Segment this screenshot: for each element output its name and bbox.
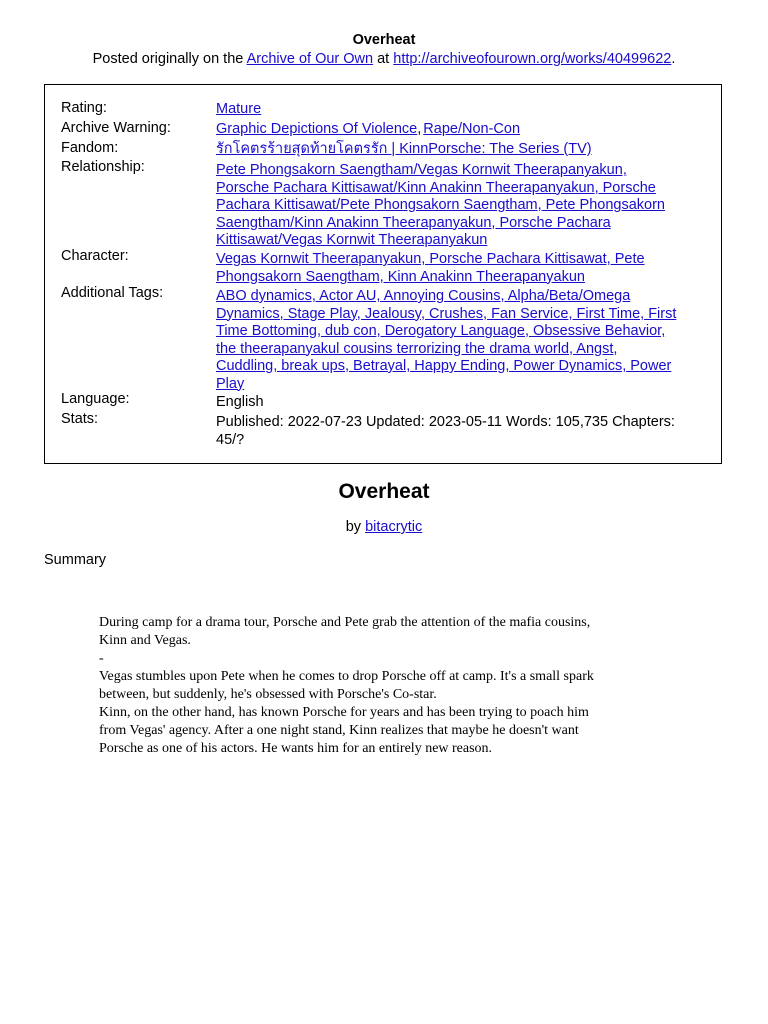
- document-header: [0, 31, 768, 69]
- character-label: Character:: [61, 248, 129, 264]
- summary-line: Kinn, on the other hand, has known Porsche for years and has been trying to poach him: [99, 705, 589, 720]
- stats-label: Stats:: [61, 411, 99, 427]
- stats-value: Published: 2022-07-23 Updated: 2023-05-11 Words: 105,735 Chapters:: [216, 414, 675, 430]
- relationship-link[interactable]: Saengtham/Kinn Anakinn Theerapanyakun, Porsche Pachara: [216, 214, 611, 231]
- metadata-box: Rating: Mature Archive Warning: Graphic Depictions Of Violence, Rape/Non-Con Fandom: รักโคตรร้ายสุดท้ายโคตรรัก | KinnPorsche: The Series (TV) Relationship: Pete Phongsakorn Saengtham/Vegas Kornwit Theerapanyakun, Porsche Pachara Kittisawat/Kinn Anakinn Theerapanyakun, Porsche Pachara Kittisawat/Pete Phongsakorn Saengtham, Pete Phongsakorn Saengtham/Kinn Anakinn Theerapanyakun, Porsche Pachara Kittisawat/Vegas Kornwit Theerapanyakun Character: Vegas Kornwit Theerapanyakun, Porsche Pachara Kittisawat, Pete Phongsakorn Saengtham, Kinn Anakinn Theerapanyakun Additional Tags: ABO dynamics, Actor AU, Annoying Cousins, Alpha/Beta/Omega Dynamics, Stage Play, Jealousy, Crushes, Fan Service, First Time, First Time Bottoming, dub con, Derogatory Language, Obsessive Behavior, the theerapanyakul cousins terrorizing the drama world, Angst, Cuddling, break ups, Betrayal, Happy Ending, Power Dynamics, Power Play Language: English Stats: Published: 2022-07-23 Updated: 2023-05-11 Words: 105,735 Chapters: 45/?: [44, 84, 722, 464]
- summary-line: During camp for a drama tour, Porsche and Pete grab the attention of the mafia cousins,: [99, 615, 591, 630]
- tag-link[interactable]: the theerapanyakul cousins terrorizing the drama world, Angst,: [216, 340, 618, 357]
- tag-link[interactable]: Dynamics, Stage Play, Jealousy, Crushes, Fan Service, First Time, First: [216, 305, 677, 322]
- tag-link[interactable]: Cuddling, break ups, Betrayal, Happy Ending, Power Dynamics, Power: [216, 358, 672, 374]
- stats-value: 45/?: [216, 431, 245, 448]
- fandom-label: Fandom:: [61, 140, 119, 156]
- summary-text: [99, 614, 669, 758]
- warning-link[interactable]: Rape/Non-Con: [423, 121, 521, 137]
- summary-line: -: [99, 651, 104, 666]
- summary-line: between, but suddenly, he's obsessed with Porsche's Co-star.: [99, 687, 437, 702]
- document-title: Overheat: [352, 32, 416, 48]
- language-value: English: [216, 394, 264, 410]
- author-link[interactable]: bitacrytic: [365, 519, 423, 535]
- relationship-label: Relationship:: [61, 159, 145, 175]
- summary-line: Vegas stumbles upon Pete when he comes to drop Porsche off at camp. It's a small spark: [99, 669, 594, 684]
- relationship-link[interactable]: Pachara Kittisawat/Pete Phongsakorn Saengtham, Pete Phongsakorn: [216, 197, 665, 213]
- summary-line: Porsche as one of his actors. He wants him for an entirely new reason.: [99, 741, 493, 756]
- work-url-link[interactable]: http://archiveofourown.org/works/40499622: [393, 51, 672, 67]
- posted-line: Posted originally on the Archive of Our Own at http://archiveofourown.org/works/40499622.: [92, 51, 676, 67]
- rating-label: Rating:: [61, 100, 107, 116]
- byline: by bitacrytic: [345, 519, 423, 535]
- fandom-link[interactable]: รักโคตรร้ายสุดท้ายโคตรรัก | KinnPorsche: The Series (TV): [216, 141, 592, 157]
- relationship-link[interactable]: Pete Phongsakorn Saengtham/Vegas Kornwit Theerapanyakun,: [216, 162, 627, 178]
- rating-link[interactable]: Mature: [216, 101, 262, 117]
- character-link[interactable]: Vegas Kornwit Theerapanyakun, Porsche Pachara Kittisawat, Pete: [216, 251, 645, 267]
- warning-link[interactable]: Graphic Depictions Of Violence: [216, 121, 418, 137]
- language-label: Language:: [61, 391, 130, 407]
- summary-heading: Summary: [44, 552, 107, 568]
- summary-line: from Vegas' agency. After a one night stand, Kinn realizes that maybe he doesn't want: [99, 723, 579, 738]
- archive-link[interactable]: Archive of Our Own: [246, 51, 374, 67]
- work-title: Overheat: [338, 480, 430, 503]
- tags-label: Additional Tags:: [61, 285, 164, 301]
- tag-link[interactable]: Play: [216, 375, 245, 392]
- tag-link[interactable]: Time Bottoming, dub con, Derogatory Language, Obsessive Behavior,: [216, 323, 666, 339]
- relationship-link[interactable]: Porsche Pachara Kittisawat/Kinn Anakinn Theerapanyakun, Porsche: [216, 179, 656, 196]
- summary-line: Kinn and Vegas.: [99, 633, 191, 648]
- tag-link[interactable]: ABO dynamics, Actor AU, Annoying Cousins, Alpha/Beta/Omega: [216, 288, 631, 304]
- warning-label: Archive Warning:: [61, 120, 171, 136]
- relationship-link[interactable]: Kittisawat/Vegas Kornwit Theerapanyakun: [216, 232, 488, 248]
- character-link[interactable]: Phongsakorn Saengtham, Kinn Anakinn Theerapanyakun: [216, 268, 585, 285]
